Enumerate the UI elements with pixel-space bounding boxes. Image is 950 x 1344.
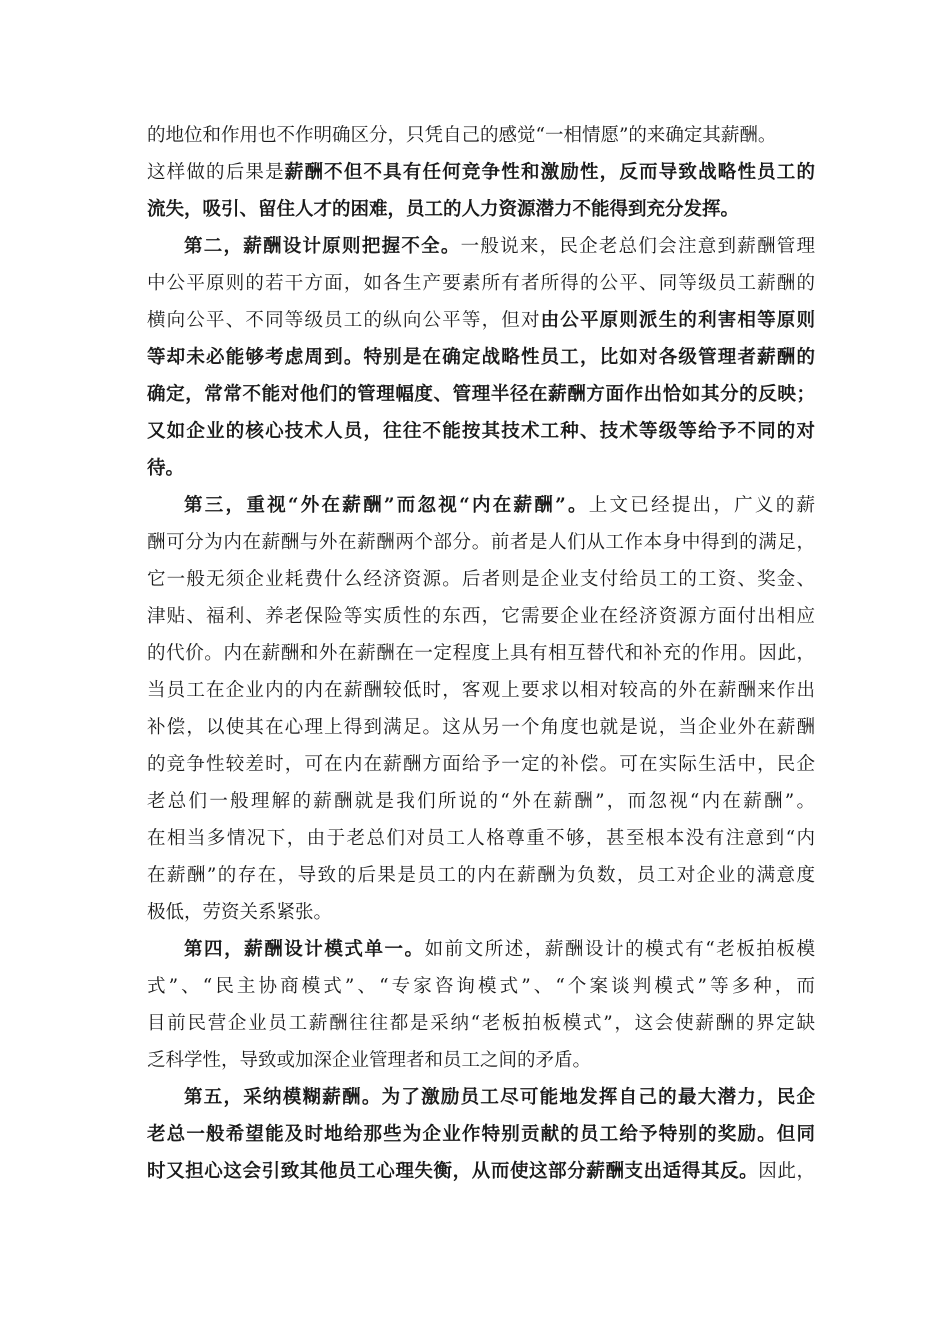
text-line: 时又担心这会引致其他员工心理失衡，从而使这部分薪酬支出适得其反。因此， (147, 1161, 815, 1182)
text-line: 当员工在企业内的内在薪酬较低时，客观上要求以相对较高的外在薪酬来作出 (147, 680, 815, 701)
text-line: 等却未必能够考虑周到。特别是在确定战略性员工，比如对各级管理者薪酬的 (147, 347, 815, 368)
text-line: 流失，吸引、留住人才的困难，员工的人力资源潜力不能得到充分发挥。 (147, 199, 740, 220)
text-line: 待。 (147, 458, 185, 479)
text-line: 横向公平、不同等级员工的纵向公平等，但对由公平原则派生的利害相等原则 (147, 310, 815, 331)
text-line: 补偿，以使其在心理上得到满足。这从另一个角度也就是说，当企业外在薪酬 (147, 717, 815, 738)
text-line: 它一般无须企业耗费什么经济资源。后者则是企业支付给员工的工资、奖金、 (147, 569, 815, 590)
paragraph-3-start: 第三，重视“外在薪酬”而忽视“内在薪酬”。上文已经提出，广义的薪 (184, 495, 815, 516)
text-line: 的竞争性较差时，可在内在薪酬方面给予一定的补偿。可在实际生活中，民企 (147, 754, 815, 775)
text-line: 在相当多情况下，由于老总们对员工人格尊重不够，甚至根本没有注意到“内 (147, 828, 815, 849)
paragraph-5-start: 第五，采纳模糊薪酬。为了激励员工尽可能地发挥自己的最大潜力，民企 (184, 1087, 815, 1108)
text-line: 中公平原则的若干方面，如各生产要素所有者所得的公平、同等级员工薪酬的 (147, 273, 815, 294)
paragraph-4-start: 第四，薪酬设计模式单一。如前文所述，薪酬设计的模式有“老板拍板模 (184, 939, 815, 960)
text-line: 确定，常常不能对他们的管理幅度、管理半径在薪酬方面作出恰如其分的反映； (147, 384, 815, 405)
paragraph-2-start: 第二，薪酬设计原则把握不全。一般说来，民企老总们会注意到薪酬管理 (184, 236, 815, 257)
text-line: 酬可分为内在薪酬与外在薪酬两个部分。前者是人们从工作本身中得到的满足， (147, 532, 815, 553)
text-line: 极低，劳资关系紧张。 (147, 902, 333, 923)
text-line: 老总一般希望能及时地给那些为企业作特别贡献的员工给予特别的奖励。但同 (147, 1124, 815, 1145)
text-line: 在薪酬”的存在，导致的后果是员工的内在薪酬为负数，员工对企业的满意度 (147, 865, 815, 886)
text-line: 老总们一般理解的薪酬就是我们所说的“外在薪酬”，而忽视“内在薪酬”。 (147, 791, 815, 812)
text-line: 式”、“民主协商模式”、“专家咨询模式”、“个案谈判模式”等多种，而 (147, 976, 815, 997)
text-line: 津贴、福利、养老保险等实质性的东西，它需要企业在经济资源方面付出相应 (147, 606, 815, 627)
text-line: 这样做的后果是薪酬不但不具有任何竞争性和激励性，反而导致战略性员工的 (147, 162, 815, 183)
text-line: 又如企业的核心技术人员，往往不能按其技术工种、技术等级等给予不同的对 (147, 421, 815, 442)
text-line: 乏科学性，导致或加深企业管理者和员工之间的矛盾。 (147, 1050, 592, 1071)
text-line: 目前民营企业员工薪酬往往都是采纳“老板拍板模式”，这会使薪酬的界定缺 (147, 1013, 815, 1034)
text-line: 的地位和作用也不作明确区分，只凭自己的感觉“一相情愿”的来确定其薪酬。 (147, 125, 777, 146)
text-line: 的代价。内在薪酬和外在薪酬在一定程度上具有相互替代和补充的作用。因此， (147, 643, 815, 664)
